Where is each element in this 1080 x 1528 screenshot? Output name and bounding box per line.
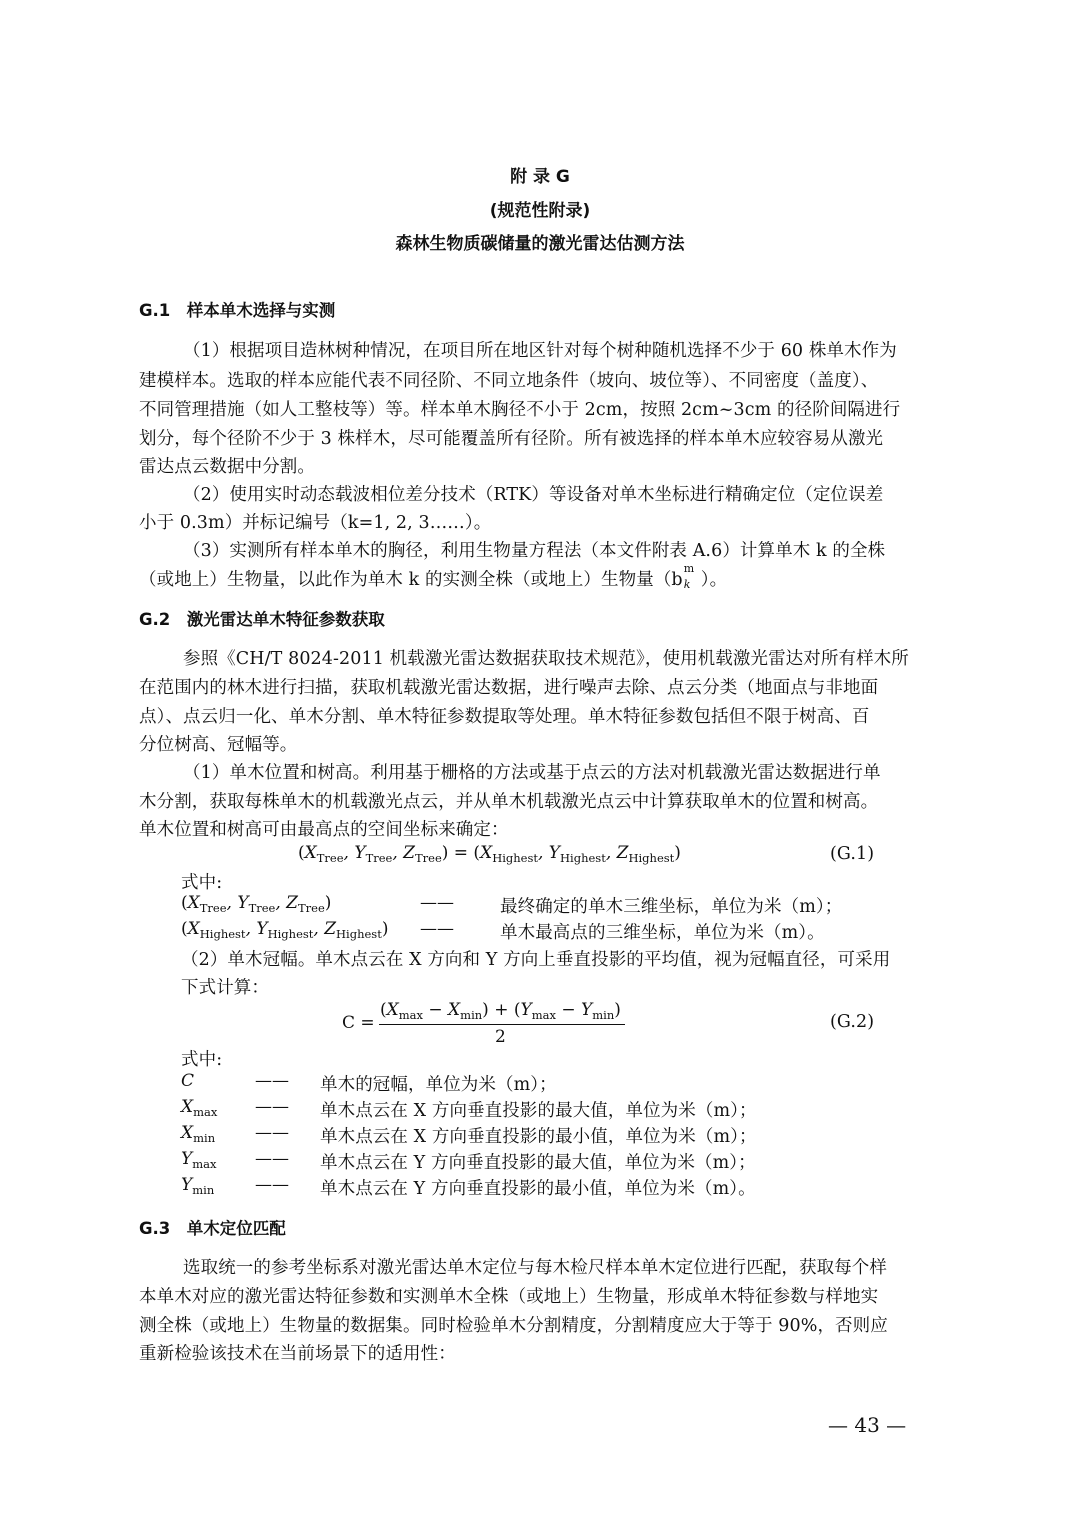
definition-dash: —— <box>255 1071 289 1091</box>
equation-number: (G.1) <box>830 844 875 864</box>
paragraph-line: 建模样本。选取的样本应能代表不同径阶、不同立地条件（坡向、坡位等）、不同密度（盖度）、 <box>139 371 879 391</box>
symbol-sub: max <box>193 1105 218 1119</box>
paragraph-line: （1）单木位置和树高。利用基于栅格的方法或基于点云的方法对机载激光雷达数据进行单 <box>183 763 881 783</box>
paragraph-text-tail: ）。 <box>700 570 728 590</box>
equation-number: (G.2) <box>830 1012 875 1032</box>
definition-symbol <box>181 1097 217 1117</box>
symbol-sub: min <box>192 1183 215 1197</box>
definition-text: 单木点云在 X 方向垂直投影的最小值，单位为米（m）； <box>320 1127 757 1147</box>
definition-text: 单木点云在 X 方向垂直投影的最大值，单位为米（m）； <box>320 1101 757 1121</box>
symbol-letter: X <box>181 1097 194 1117</box>
definition-text: 单木点云在 Y 方向垂直投影的最大值，单位为米（m）； <box>320 1153 756 1173</box>
paragraph-line: （1）根据项目造林树种情况，在项目所在地区针对每个树种随机选择不少于 60 株单木作为 <box>183 341 897 361</box>
paragraph-line: 测全株（或地上）生物量的数据集。同时检验单木分割精度，分割精度应大于等于 90%，否则应 <box>139 1316 888 1336</box>
definition-text: 单木的冠幅，单位为米（m）； <box>320 1075 557 1095</box>
section-heading-g3: G.3 单木定位匹配 <box>139 1219 286 1238</box>
paragraph-line: 雷达点云数据中分割。 <box>139 457 315 477</box>
paragraph-line: （3）实测所有样本单木的胸径，利用生物量方程法（本文件附表 A.6）计算单木 k 的全株 <box>183 541 886 561</box>
definition-text: 最终确定的单木三维坐标，单位为米（m）； <box>500 897 843 917</box>
definition-dash: —— <box>255 1149 289 1169</box>
paragraph-line: 下式计算： <box>181 978 269 998</box>
paragraph-line: 重新检验该技术在当前场景下的适用性： <box>139 1344 456 1364</box>
equation-denominator: 2 <box>495 1027 506 1047</box>
equation-g1: ($X_{Tree}$, $Y_{Tree}$, $Z_{Tree}) = (X_{Highest}$, $Y_{Highest}$, $Z_{Highest}$) <box>298 843 681 865</box>
paragraph-line: （2）单木冠幅。单木点云在 X 方向和 Y 方向上垂直投影的平均值，视为冠幅直径，可采用 <box>181 950 891 970</box>
paragraph-line: 在范围内的林木进行扫描，获取机载激光雷达数据，进行噪声去除、点云分类（地面点与非地面 <box>139 678 879 698</box>
paragraph-line: 参照《CH/T 8024-2011 机载激光雷达数据获取技术规范》，使用机载激光雷达对所有样木所 <box>183 649 909 669</box>
paragraph-line: 木分割，获取每株单木的机载激光点云，并从单木机载激光点云中计算获取单木的位置和树高。 <box>139 792 879 812</box>
symbol-highest-coords: ($X_{Highest}$, $Y_{Highest}$, $Z_{Highest}$) <box>181 919 389 941</box>
appendix-title: 森林生物质碳储量的激光雷达估测方法 <box>395 234 685 254</box>
definition-symbol <box>181 1175 214 1195</box>
definition-dash: —— <box>255 1097 289 1117</box>
equation-numerator: $(X_{max} - X_{min}) + (Y_{max} - Y_{min})$ <box>380 1000 621 1022</box>
definition-symbol <box>181 1149 216 1169</box>
definition-dash: —— <box>420 893 454 913</box>
paragraph-line: 单木位置和树高可由最高点的空间坐标来确定： <box>139 820 509 840</box>
definition-text: 单木最高点的三维坐标，单位为米（m）。 <box>500 923 825 943</box>
symbol-letter: X <box>181 1123 194 1143</box>
symbol-superscript: m <box>683 562 695 575</box>
symbol-letter: C <box>181 1071 195 1091</box>
paragraph-line-with-symbol <box>139 562 728 591</box>
paragraph-line: 选取统一的参考坐标系对激光雷达单木定位与每木检尺样本单木定位进行匹配，获取每个样 <box>183 1258 887 1278</box>
definition-dash: —— <box>255 1175 289 1195</box>
paragraph-line: 小于 0.3m）并标记编号（k=1, 2, 3……）。 <box>139 513 492 533</box>
where-label: 式中: <box>181 1050 223 1070</box>
symbol-subscript: k <box>683 578 691 591</box>
appendix-label: 附 录 G <box>510 167 570 187</box>
paragraph-line: 点）、点云归一化、单木分割、单木特征参数提取等处理。单木特征参数包括但不限于树高、百 <box>139 707 870 727</box>
paragraph-line: （2）使用实时动态载波相位差分技术（RTK）等设备对单木坐标进行精确定位（定位误差 <box>183 485 884 505</box>
section-heading-g2: G.2 激光雷达单木特征参数获取 <box>139 610 385 629</box>
paragraph-line: 分位树高、冠幅等。 <box>139 735 298 755</box>
where-label: 式中: <box>181 873 223 893</box>
symbol-letter: Y <box>181 1149 193 1169</box>
definition-dash: —— <box>420 919 454 939</box>
equation-lhs: C = <box>342 1013 375 1033</box>
symbol-letter: Y <box>181 1175 193 1195</box>
symbol-sub: min <box>193 1131 216 1145</box>
section-heading-g1: G.1 样本单木选择与实测 <box>139 301 336 320</box>
definition-text: 单木点云在 Y 方向垂直投影的最小值，单位为米（m）。 <box>320 1179 756 1199</box>
paragraph-line: 划分，每个径阶不少于 3 株样木，尽可能覆盖所有径阶。所有被选择的样本单木应较容易从激光 <box>139 429 884 449</box>
fraction-bar <box>379 1024 625 1025</box>
paragraph-text: （或地上）生物量，以此作为单木 k 的实测全株（或地上）生物量（b <box>139 570 683 590</box>
page-number: — 43 — <box>828 1413 907 1437</box>
appendix-type: (规范性附录) <box>489 201 591 221</box>
definition-symbol <box>181 1123 215 1143</box>
definition-symbol <box>181 1071 194 1091</box>
paragraph-line: 本单木对应的激光雷达特征参数和实测单木全株（或地上）生物量，形成单木特征参数与样地实 <box>139 1287 879 1307</box>
paragraph-line: 不同管理措施（如人工整枝等）等。样本单木胸径不小于 2cm，按照 2cm~3cm 的径阶间隔进行 <box>139 400 901 420</box>
symbol-tree-coords: ($X_{Tree}$, $Y_{Tree}$, $Z_{Tree}$) <box>181 893 332 915</box>
symbol-sub: max <box>192 1157 217 1171</box>
definition-dash: —— <box>255 1123 289 1143</box>
